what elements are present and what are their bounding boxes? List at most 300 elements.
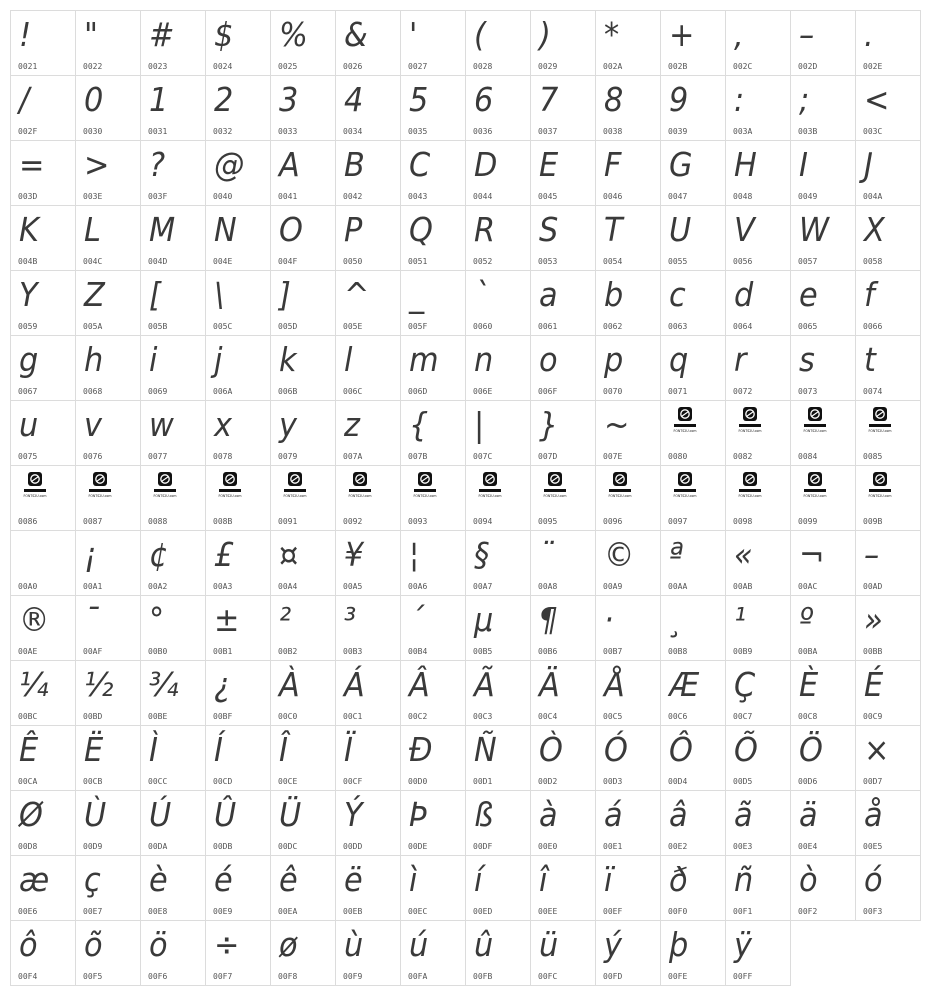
- glyph-sample: Í: [214, 730, 223, 769]
- glyph-cell: [270, 660, 336, 726]
- glyph-code-label: 008B: [213, 517, 233, 526]
- glyph-sample: Q: [409, 210, 433, 249]
- glyph-code-label: 0028: [473, 62, 493, 71]
- glyph-code-label: 0045: [538, 192, 558, 201]
- glyph-sample: ô: [19, 925, 38, 964]
- glyph-code-label: 00EE: [538, 907, 558, 916]
- glyph-sample: ¥: [344, 535, 364, 574]
- glyph-cell: [270, 75, 336, 141]
- glyph-sample: æ: [19, 860, 50, 899]
- glyph-sample: v: [84, 405, 102, 444]
- glyph-sample: ¹: [734, 600, 747, 639]
- glyph-sample: ò: [799, 860, 818, 899]
- glyph-code-label: 00CB: [83, 777, 103, 786]
- glyph-sample: >: [84, 145, 110, 184]
- glyph-cell: [335, 660, 401, 726]
- glyph-code-label: 0067: [18, 387, 38, 396]
- glyph-code-label: 0082: [733, 452, 753, 461]
- glyph-code-label: 00A1: [83, 582, 103, 591]
- glyph-sample: c: [669, 275, 686, 314]
- glyph-code-label: 00D0: [408, 777, 428, 786]
- glyph-sample: ¸: [669, 600, 685, 639]
- glyph-code-label: 00C0: [278, 712, 298, 721]
- glyph-cell: [660, 790, 726, 856]
- glyph-cell: [205, 660, 271, 726]
- glyph-sample: ·: [604, 600, 614, 639]
- glyph-cell: [205, 270, 271, 336]
- glyph-cell: [855, 335, 921, 401]
- glyph-code-label: 00A6: [408, 582, 428, 591]
- glyph-code-label: 00F6: [148, 972, 168, 981]
- glyph-sample: ù: [344, 925, 364, 964]
- glyph-cell: [400, 205, 466, 271]
- glyph-code-label: 00EC: [408, 907, 428, 916]
- glyph-sample: Û: [214, 795, 237, 834]
- glyph-code-label: 00FC: [538, 972, 558, 981]
- glyph-sample: ±: [214, 600, 240, 639]
- glyph-cell: [465, 75, 531, 141]
- glyph-sample: ø: [279, 925, 298, 964]
- glyph-code-label: 0077: [148, 452, 168, 461]
- glyph-cell: [790, 335, 856, 401]
- glyph-code-label: 00C9: [863, 712, 883, 721]
- glyph-cell: [660, 205, 726, 271]
- glyph-code-label: 0063: [668, 322, 688, 331]
- glyph-sample: .: [864, 15, 874, 54]
- glyph-cell: [140, 465, 206, 531]
- glyph-cell: [465, 595, 531, 661]
- glyph-code-label: 0085: [863, 452, 883, 461]
- glyph-cell: [10, 530, 76, 596]
- glyph-code-label: 005D: [278, 322, 298, 331]
- glyph-cell: [10, 855, 76, 921]
- glyph-code-label: 007C: [473, 452, 493, 461]
- glyph-cell: [660, 75, 726, 141]
- glyph-code-label: 0027: [408, 62, 428, 71]
- glyph-code-label: 006B: [278, 387, 298, 396]
- glyph-code-label: 0096: [603, 517, 623, 526]
- glyph-cell: [725, 595, 791, 661]
- glyph-code-label: 00A0: [18, 582, 38, 591]
- glyph-cell: [725, 465, 791, 531]
- glyph-sample: r: [734, 340, 747, 379]
- glyph-code-label: 0050: [343, 257, 363, 266]
- glyph-cell: [400, 595, 466, 661]
- glyph-cell: [205, 855, 271, 921]
- glyph-sample: O: [279, 210, 303, 249]
- glyph-sample: Ý: [344, 795, 363, 834]
- glyph-sample: –: [864, 535, 880, 574]
- glyph-sample: A: [279, 145, 300, 184]
- glyph-cell: [595, 725, 661, 791]
- glyph-code-label: 00C5: [603, 712, 623, 721]
- glyph-sample: ¾: [149, 665, 179, 704]
- glyph-cell: [270, 140, 336, 206]
- glyph-cell: [530, 335, 596, 401]
- glyph-sample: T: [604, 210, 623, 249]
- glyph-code-label: 002E: [863, 62, 883, 71]
- glyph-code-label: 00A5: [343, 582, 363, 591]
- glyph-code-label: 00E2: [668, 842, 688, 851]
- placeholder-logo-text: FONTS2U.com: [673, 494, 697, 498]
- glyph-sample: Ì: [149, 730, 158, 769]
- glyph-cell: [400, 855, 466, 921]
- glyph-sample: Ë: [84, 730, 104, 769]
- glyph-code-label: 00CD: [213, 777, 233, 786]
- placeholder-logo-icon: [737, 472, 763, 498]
- glyph-sample: ©: [604, 535, 635, 574]
- glyph-code-label: 00E0: [538, 842, 558, 851]
- glyph-sample: s: [799, 340, 815, 379]
- glyph-code-label: 00DD: [343, 842, 363, 851]
- glyph-sample: W: [799, 210, 830, 249]
- glyph-cell: [595, 140, 661, 206]
- glyph-code-label: 00FB: [473, 972, 493, 981]
- glyph-cell: [10, 205, 76, 271]
- glyph-code-label: 005F: [408, 322, 428, 331]
- glyph-code-label: 0062: [603, 322, 623, 331]
- glyph-sample: ã: [734, 795, 753, 834]
- glyph-code-label: 00BB: [863, 647, 883, 656]
- glyph-cell: [855, 140, 921, 206]
- glyph-cell: [205, 465, 271, 531]
- glyph-cell: [400, 530, 466, 596]
- glyph-cell: [855, 530, 921, 596]
- glyph-cell: [10, 465, 76, 531]
- glyph-sample: Æ: [669, 665, 699, 704]
- glyph-code-label: 0058: [863, 257, 883, 266]
- glyph-cell: [465, 335, 531, 401]
- glyph-code-label: 006F: [538, 387, 558, 396]
- glyph-cell: [270, 855, 336, 921]
- glyph-sample: ê: [279, 860, 298, 899]
- glyph-code-label: 00F7: [213, 972, 233, 981]
- glyph-code-label: 00DE: [408, 842, 428, 851]
- glyph-cell: [595, 75, 661, 141]
- glyph-cell: [335, 10, 401, 76]
- placeholder-logo-icon: [672, 472, 698, 498]
- glyph-code-label: 00D6: [798, 777, 818, 786]
- glyph-code-label: 00EB: [343, 907, 363, 916]
- placeholder-logo-icon: [217, 472, 243, 498]
- glyph-code-label: 0061: [538, 322, 558, 331]
- placeholder-logo-icon: [672, 407, 698, 433]
- glyph-code-label: 004A: [863, 192, 883, 201]
- glyph-sample: J: [864, 145, 873, 184]
- glyph-cell: [465, 205, 531, 271]
- glyph-sample: È: [799, 665, 819, 704]
- glyph-code-label: 0068: [83, 387, 103, 396]
- glyph-cell: [10, 595, 76, 661]
- glyph-cell: [465, 660, 531, 726]
- glyph-code-label: 00B3: [343, 647, 363, 656]
- glyph-cell: [205, 335, 271, 401]
- glyph-code-label: 00CA: [18, 777, 38, 786]
- placeholder-logo-icon: [737, 407, 763, 433]
- glyph-sample: p: [604, 340, 624, 379]
- glyph-cell: [140, 270, 206, 336]
- glyph-code-label: 00AE: [18, 647, 38, 656]
- glyph-code-label: 0072: [733, 387, 753, 396]
- glyph-code-label: 00F8: [278, 972, 298, 981]
- glyph-code-label: 003B: [798, 127, 818, 136]
- glyph-cell: [400, 465, 466, 531]
- glyph-code-label: 0076: [83, 452, 103, 461]
- glyph-sample: ý: [604, 925, 622, 964]
- glyph-cell: [530, 595, 596, 661]
- glyph-code-label: 002D: [798, 62, 818, 71]
- glyph-code-label: 0060: [473, 322, 493, 331]
- glyph-code-label: 002F: [18, 127, 38, 136]
- glyph-code-label: 0039: [668, 127, 688, 136]
- glyph-cell: [205, 75, 271, 141]
- glyph-sample: G: [669, 145, 693, 184]
- glyph-cell: [855, 855, 921, 921]
- glyph-code-label: 00FF: [733, 972, 753, 981]
- glyph-code-label: 003C: [863, 127, 883, 136]
- glyph-code-label: 00D9: [83, 842, 103, 851]
- glyph-code-label: 00D4: [668, 777, 688, 786]
- glyph-cell: [400, 75, 466, 141]
- glyph-sample: µ: [474, 600, 494, 639]
- glyph-sample: ì: [409, 860, 418, 899]
- glyph-sample: 5: [409, 80, 429, 119]
- glyph-cell: [855, 400, 921, 466]
- glyph-cell: [855, 205, 921, 271]
- glyph-code-label: 0080: [668, 452, 688, 461]
- glyph-code-label: 00B8: [668, 647, 688, 656]
- glyph-cell: [10, 10, 76, 76]
- glyph-code-label: 00B0: [148, 647, 168, 656]
- glyph-cell: [530, 855, 596, 921]
- glyph-sample: þ: [669, 925, 689, 964]
- glyph-cell: [465, 140, 531, 206]
- glyph-sample: C: [409, 145, 431, 184]
- glyph-sample: è: [149, 860, 168, 899]
- glyph-sample: ÿ: [734, 925, 752, 964]
- glyph-sample: h: [84, 340, 104, 379]
- glyph-cell: [205, 790, 271, 856]
- glyph-cell: [595, 335, 661, 401]
- glyph-cell: [595, 400, 661, 466]
- glyph-cell: [140, 205, 206, 271]
- glyph-sample: ú: [409, 925, 429, 964]
- glyph-sample: S: [539, 210, 559, 249]
- glyph-sample: ¼: [19, 665, 49, 704]
- glyph-code-label: 0048: [733, 192, 753, 201]
- glyph-code-label: 0029: [538, 62, 558, 71]
- glyph-code-label: 00A9: [603, 582, 623, 591]
- glyph-cell: [140, 790, 206, 856]
- glyph-code-label: 00E5: [863, 842, 883, 851]
- glyph-sample: &: [344, 15, 368, 54]
- glyph-sample: ¶: [539, 600, 559, 639]
- glyph-cell: [270, 270, 336, 336]
- glyph-code-label: 00BE: [148, 712, 168, 721]
- glyph-sample: É: [864, 665, 884, 704]
- glyph-cell: [790, 530, 856, 596]
- glyph-code-label: 00E6: [18, 907, 38, 916]
- glyph-code-label: 00ED: [473, 907, 493, 916]
- glyph-sample: x: [214, 405, 232, 444]
- glyph-code-label: 00C4: [538, 712, 558, 721]
- glyph-cell: [140, 10, 206, 76]
- glyph-cell: [790, 140, 856, 206]
- glyph-cell: [205, 140, 271, 206]
- glyph-cell: [725, 75, 791, 141]
- glyph-sample: ,: [734, 15, 744, 54]
- placeholder-logo-icon: [542, 472, 568, 498]
- glyph-code-label: 00E7: [83, 907, 103, 916]
- glyph-cell: [530, 920, 596, 986]
- glyph-cell: [75, 205, 141, 271]
- glyph-cell: [530, 140, 596, 206]
- glyph-sample: ): [539, 15, 551, 54]
- glyph-code-label: 00F4: [18, 972, 38, 981]
- glyph-code-label: 002A: [603, 62, 623, 71]
- glyph-code-label: 00F2: [798, 907, 818, 916]
- glyph-code-label: 00BD: [83, 712, 103, 721]
- glyph-cell: [75, 465, 141, 531]
- glyph-code-label: 0052: [473, 257, 493, 266]
- glyph-cell: [465, 725, 531, 791]
- glyph-cell: [75, 530, 141, 596]
- glyph-sample: Ó: [604, 730, 628, 769]
- glyph-cell: [140, 660, 206, 726]
- glyph-cell: [140, 335, 206, 401]
- glyph-sample: º: [799, 600, 814, 639]
- glyph-cell: [335, 270, 401, 336]
- glyph-sample: t: [864, 340, 876, 379]
- placeholder-logo-text: FONTS2U.com: [868, 494, 892, 498]
- glyph-code-label: 00F1: [733, 907, 753, 916]
- placeholder-logo-text: FONTS2U.com: [608, 494, 632, 498]
- glyph-sample: Ê: [19, 730, 39, 769]
- glyph-code-label: 002C: [733, 62, 753, 71]
- glyph-sample: ó: [864, 860, 883, 899]
- glyph-sample: n: [474, 340, 494, 379]
- glyph-code-label: 00DC: [278, 842, 298, 851]
- glyph-cell: [335, 75, 401, 141]
- glyph-sample: Z: [84, 275, 105, 314]
- glyph-code-label: 00D8: [18, 842, 38, 851]
- glyph-cell: [660, 140, 726, 206]
- glyph-cell: [75, 855, 141, 921]
- glyph-cell: [335, 855, 401, 921]
- glyph-sample: Ï: [344, 730, 353, 769]
- glyph-cell: [790, 205, 856, 271]
- glyph-sample: k: [279, 340, 297, 379]
- glyph-cell: [335, 790, 401, 856]
- glyph-sample: ¤: [279, 535, 299, 574]
- glyph-cell: [10, 75, 76, 141]
- glyph-code-label: 00CE: [278, 777, 298, 786]
- glyph-cell: [400, 920, 466, 986]
- glyph-code-label: 00E9: [213, 907, 233, 916]
- glyph-cell: [725, 920, 791, 986]
- glyph-sample: õ: [84, 925, 103, 964]
- glyph-code-label: 003F: [148, 192, 168, 201]
- glyph-cell: [465, 10, 531, 76]
- glyph-sample: 2: [214, 80, 234, 119]
- glyph-sample: ª: [669, 535, 684, 574]
- glyph-sample: »: [864, 600, 883, 639]
- glyph-cell: [660, 855, 726, 921]
- glyph-code-label: 00FE: [668, 972, 688, 981]
- glyph-code-label: 0023: [148, 62, 168, 71]
- glyph-sample: b: [604, 275, 624, 314]
- glyph-sample: Þ: [409, 795, 428, 834]
- glyph-cell: [660, 725, 726, 791]
- glyph-cell: [140, 725, 206, 791]
- glyph-cell: [725, 725, 791, 791]
- glyph-cell: [205, 400, 271, 466]
- glyph-sample: ?: [149, 145, 166, 184]
- placeholder-logo-icon: [477, 472, 503, 498]
- glyph-sample: Á: [344, 665, 365, 704]
- glyph-sample: ²: [279, 600, 292, 639]
- glyph-code-label: 0092: [343, 517, 363, 526]
- glyph-cell: [270, 725, 336, 791]
- glyph-code-label: 0094: [473, 517, 493, 526]
- placeholder-logo-text: FONTS2U.com: [413, 494, 437, 498]
- glyph-code-label: 0040: [213, 192, 233, 201]
- glyph-sample: <: [864, 80, 890, 119]
- glyph-code-label: 00C3: [473, 712, 493, 721]
- glyph-code-label: 004E: [213, 257, 233, 266]
- glyph-cell: [790, 595, 856, 661]
- glyph-sample: 0: [84, 80, 104, 119]
- glyph-cell: [400, 725, 466, 791]
- glyph-cell: [10, 140, 76, 206]
- glyph-code-label: 0047: [668, 192, 688, 201]
- glyph-sample: @: [214, 145, 245, 184]
- glyph-code-label: 00BF: [213, 712, 233, 721]
- glyph-cell: [400, 270, 466, 336]
- glyph-cell: [335, 530, 401, 596]
- glyph-cell: [530, 205, 596, 271]
- glyph-cell: [465, 855, 531, 921]
- glyph-sample: é: [214, 860, 233, 899]
- glyph-sample: f: [864, 275, 875, 314]
- glyph-sample: :: [734, 80, 745, 119]
- glyph-code-label: 00F5: [83, 972, 103, 981]
- glyph-sample: ": [84, 15, 98, 54]
- glyph-code-label: 00FD: [603, 972, 623, 981]
- placeholder-logo-icon: [867, 407, 893, 433]
- glyph-code-label: 0034: [343, 127, 363, 136]
- glyph-sample: Â: [409, 665, 430, 704]
- glyph-cell: [335, 595, 401, 661]
- glyph-sample: q: [669, 340, 689, 379]
- glyph-cell: [10, 920, 76, 986]
- glyph-cell: [595, 855, 661, 921]
- glyph-sample: y: [279, 405, 297, 444]
- glyph-cell: [10, 400, 76, 466]
- glyph-sample: ®: [19, 600, 50, 639]
- placeholder-logo-text: FONTS2U.com: [803, 494, 827, 498]
- placeholder-logo-text: FONTS2U.com: [803, 429, 827, 433]
- glyph-sample: Ø: [19, 795, 43, 834]
- glyph-sample: §: [474, 535, 490, 574]
- glyph-cell: [270, 335, 336, 401]
- glyph-cell: [530, 725, 596, 791]
- glyph-sample: K: [19, 210, 39, 249]
- glyph-sample: –: [799, 15, 815, 54]
- glyph-cell: [10, 790, 76, 856]
- glyph-cell: [205, 530, 271, 596]
- glyph-sample: F: [604, 145, 622, 184]
